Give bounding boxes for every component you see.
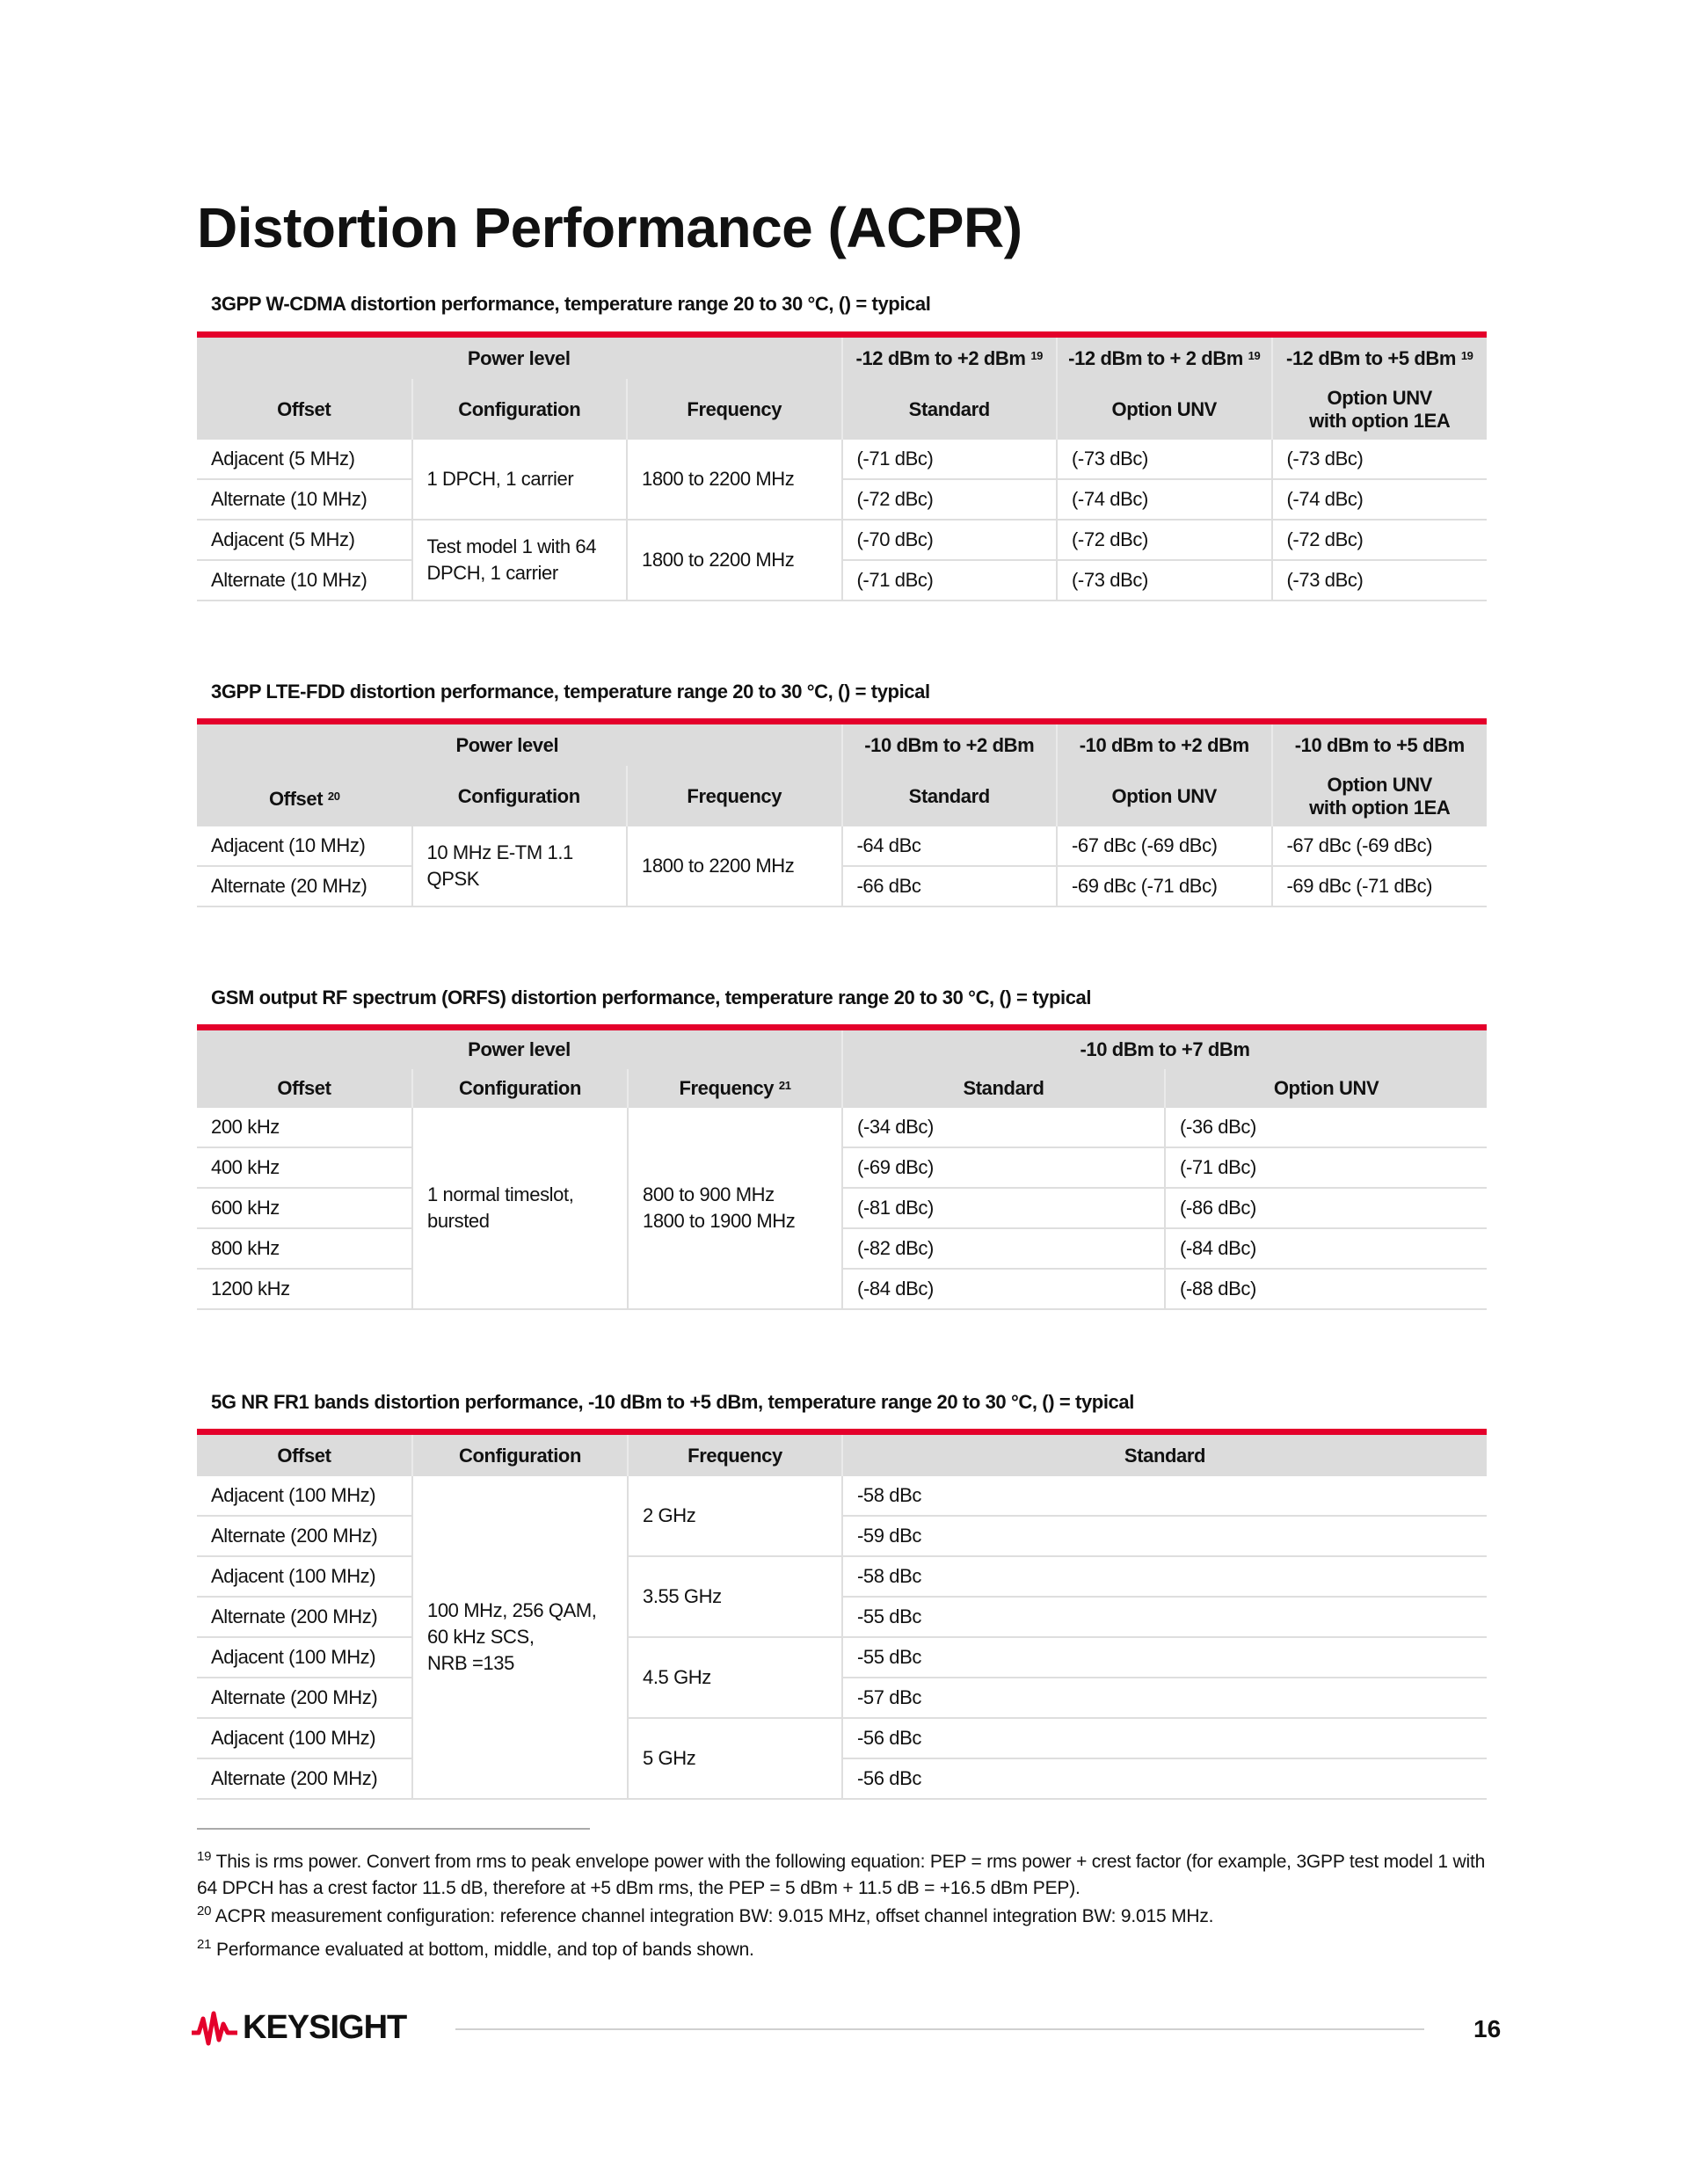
power-level-header: Power level: [197, 335, 842, 380]
value-cell: -58 dBc: [842, 1556, 1487, 1597]
column-header: Standard: [842, 1069, 1165, 1108]
table-row: [197, 560, 1487, 601]
value-cell: (-74 dBc): [1057, 479, 1272, 520]
table-row: [197, 520, 1487, 560]
column-header: Option UNV: [1057, 766, 1272, 826]
table-row: [197, 1597, 1487, 1637]
value-cell: (-73 dBc): [1272, 440, 1488, 479]
wcdma-table: [197, 331, 1487, 601]
nr-table: [197, 1429, 1487, 1800]
offset-cell: Alternate (10 MHz): [197, 479, 412, 520]
level-header: -10 dBm to +2 dBm: [842, 722, 1058, 767]
value-cell: -66 dBc: [842, 866, 1058, 906]
level-header: -12 dBm to + 2 dBm $^{19}$: [1057, 335, 1272, 380]
value-cell: (-74 dBc): [1272, 479, 1488, 520]
power-level-header: Power level: [412, 722, 842, 767]
keysight-logo: [190, 2008, 406, 2047]
column-header: Configuration: [412, 1432, 628, 1477]
column-header: Option UNV with option 1EA: [1272, 379, 1488, 440]
value-cell: -57 dBc: [842, 1678, 1487, 1718]
column-header: Standard: [842, 766, 1058, 826]
frequency-cell: 3.55 GHz: [628, 1556, 842, 1637]
offset-cell: Adjacent (5 MHz): [197, 520, 412, 560]
column-header: Frequency: [627, 766, 842, 826]
offset-cell: Adjacent (100 MHz): [197, 1476, 412, 1516]
value-cell: (-71 dBc): [842, 440, 1058, 479]
column-header: Option UNV with option 1EA: [1272, 766, 1488, 826]
value-cell: -69 dBc (-71 dBc): [1272, 866, 1488, 906]
column-header: Option UNV: [1057, 379, 1272, 440]
column-header: Offset: [197, 1069, 412, 1108]
level-header: -10 dBm to +2 dBm: [1057, 722, 1272, 767]
footnote: $^{20}$ ACPR measurement configuration: reference channel integration BW: 9.015 MHz, offset channel integration BW: 9.015 MHz.: [197, 1904, 1214, 1926]
level-header: -12 dBm to +5 dBm $^{19}$: [1272, 335, 1488, 380]
table-row: [197, 1718, 1487, 1758]
lte-caption: 3GPP LTE-FDD distortion performance, temperature range 20 to 30 °C, () = typical: [211, 681, 930, 703]
frequency-cell: 1800 to 2200 MHz: [627, 440, 842, 520]
value-cell: -56 dBc: [842, 1758, 1487, 1799]
value-cell: (-72 dBc): [842, 479, 1058, 520]
table-row: [197, 866, 1487, 906]
table-row: [197, 1147, 1487, 1188]
offset-cell: Alternate (200 MHz): [197, 1678, 412, 1718]
value-cell: -59 dBc: [842, 1516, 1487, 1556]
offset-cell: Adjacent (100 MHz): [197, 1556, 412, 1597]
value-cell: (-70 dBc): [842, 520, 1058, 560]
page-title: Distortion Performance (ACPR): [197, 196, 1022, 259]
value-cell: -67 dBc (-69 dBc): [1057, 826, 1272, 866]
frequency-cell: 800 to 900 MHz 1800 to 1900 MHz: [628, 1108, 842, 1309]
value-cell: -55 dBc: [842, 1637, 1487, 1678]
value-cell: (-86 dBc): [1165, 1188, 1487, 1228]
level-header: -10 dBm to +5 dBm: [1272, 722, 1488, 767]
footnote: $^{19}$ This is rms power. Convert from rms to peak envelope power with the following equation: PEP = rms power + crest factor (for example, 3GPP test model 1 with 64 DPCH has a crest factor 11.5 dB, therefore at +5 dBm rms, the PEP = 5 dBm + 11.5 dB = +16.5 dBm PEP).: [197, 1849, 1486, 1898]
configuration-cell: [412, 1476, 628, 1799]
table-row: [197, 1758, 1487, 1799]
frequency-cell: 5 GHz: [628, 1718, 842, 1799]
value-cell: (-72 dBc): [1057, 520, 1272, 560]
value-cell: (-71 dBc): [842, 560, 1058, 601]
offset-cell: 400 kHz: [197, 1147, 412, 1188]
offset-cell: Alternate (10 MHz): [197, 560, 412, 601]
level-header: -12 dBm to +2 dBm $^{19}$: [842, 335, 1058, 380]
offset-cell: 800 kHz: [197, 1228, 412, 1269]
value-cell: (-73 dBc): [1057, 560, 1272, 601]
configuration-cell: 10 MHz E-TM 1.1 QPSK: [412, 826, 628, 906]
value-cell: -55 dBc: [842, 1597, 1487, 1637]
value-cell: (-84 dBc): [842, 1269, 1165, 1309]
offset-cell: Adjacent (10 MHz): [197, 826, 412, 866]
offset-cell: Alternate (20 MHz): [197, 866, 412, 906]
configuration-line: NRB =135: [427, 1652, 514, 1674]
frequency-cell: 4.5 GHz: [628, 1637, 842, 1718]
table-row: [197, 1188, 1487, 1228]
frequency-cell: 1800 to 2200 MHz: [627, 826, 842, 906]
offset-cell: Adjacent (5 MHz): [197, 440, 412, 479]
table-row: [197, 1476, 1487, 1516]
column-header: Offset $^{20}$: [197, 722, 412, 827]
configuration-cell: Test model 1 with 64 DPCH, 1 carrier: [412, 520, 628, 601]
value-cell: (-69 dBc): [842, 1147, 1165, 1188]
value-cell: -67 dBc (-69 dBc): [1272, 826, 1488, 866]
value-cell: (-88 dBc): [1165, 1269, 1487, 1309]
value-cell: (-71 dBc): [1165, 1147, 1487, 1188]
value-cell: -64 dBc: [842, 826, 1058, 866]
value-cell: (-73 dBc): [1272, 560, 1488, 601]
column-header: Frequency $^{21}$: [628, 1069, 842, 1108]
value-cell: (-34 dBc): [842, 1108, 1165, 1147]
column-header: Option UNV: [1165, 1069, 1487, 1108]
gsm-table: [197, 1024, 1487, 1310]
offset-cell: Adjacent (100 MHz): [197, 1718, 412, 1758]
column-header: Frequency: [627, 379, 842, 440]
level-header: -10 dBm to +7 dBm: [842, 1028, 1487, 1070]
column-header: Configuration: [412, 1069, 628, 1108]
offset-cell: Alternate (200 MHz): [197, 1516, 412, 1556]
configuration-line: 60 kHz SCS,: [427, 1626, 535, 1648]
waveform-logo-icon: [190, 2008, 239, 2047]
table-row: [197, 1228, 1487, 1269]
value-cell: (-84 dBc): [1165, 1228, 1487, 1269]
offset-cell: Adjacent (100 MHz): [197, 1637, 412, 1678]
brand-name: KEYSIGHT: [243, 2008, 407, 2046]
configuration-cell: 1 normal timeslot, bursted: [412, 1108, 628, 1309]
table-row: [197, 440, 1487, 479]
value-cell: (-36 dBc): [1165, 1108, 1487, 1147]
value-cell: (-72 dBc): [1272, 520, 1488, 560]
table-row: [197, 1108, 1487, 1147]
column-header: Offset: [197, 1432, 412, 1477]
column-header: Standard: [842, 1432, 1487, 1477]
offset-cell: Alternate (200 MHz): [197, 1597, 412, 1637]
column-header: Frequency: [628, 1432, 842, 1477]
column-header: Offset: [197, 379, 412, 440]
value-cell: (-73 dBc): [1057, 440, 1272, 479]
value-cell: -69 dBc (-71 dBc): [1057, 866, 1272, 906]
gsm-caption: GSM output RF spectrum (ORFS) distortion performance, temperature range 20 to 30 °C, () = typical: [211, 986, 1092, 1008]
table-row: [197, 826, 1487, 866]
power-level-header: Power level: [197, 1028, 842, 1070]
value-cell: (-81 dBc): [842, 1188, 1165, 1228]
table-row: [197, 1556, 1487, 1597]
value-cell: -58 dBc: [842, 1476, 1487, 1516]
nr-caption: 5G NR FR1 bands distortion performance, -10 dBm to +5 dBm, temperature range 20 to 30 °C, () = typical: [211, 1391, 1134, 1413]
frequency-cell: 2 GHz: [628, 1476, 842, 1556]
table-row: [197, 1637, 1487, 1678]
table-row: [197, 1269, 1487, 1309]
value-cell: -56 dBc: [842, 1718, 1487, 1758]
column-header: Configuration: [412, 379, 628, 440]
footer-divider: [455, 2028, 1424, 2030]
wcdma-caption: 3GPP W-CDMA distortion performance, temperature range 20 to 30 °C, () = typical: [211, 293, 931, 315]
offset-cell: Alternate (200 MHz): [197, 1758, 412, 1799]
frequency-cell: 1800 to 2200 MHz: [627, 520, 842, 601]
configuration-line: 100 MHz, 256 QAM,: [427, 1599, 597, 1621]
footnote-divider: [197, 1828, 590, 1830]
offset-cell: 1200 kHz: [197, 1269, 412, 1309]
offset-cell: 600 kHz: [197, 1188, 412, 1228]
offset-cell: 200 kHz: [197, 1108, 412, 1147]
table-row: [197, 1678, 1487, 1718]
column-header: Configuration: [412, 766, 628, 826]
table-row: [197, 1516, 1487, 1556]
configuration-cell: 1 DPCH, 1 carrier: [412, 440, 628, 520]
lte-table: [197, 718, 1487, 907]
value-cell: (-82 dBc): [842, 1228, 1165, 1269]
footnote: $^{21}$ Performance evaluated at bottom, middle, and top of bands shown.: [197, 1937, 754, 1960]
table-row: [197, 479, 1487, 520]
page-number: 16: [1473, 2015, 1502, 2042]
column-header: Standard: [842, 379, 1058, 440]
